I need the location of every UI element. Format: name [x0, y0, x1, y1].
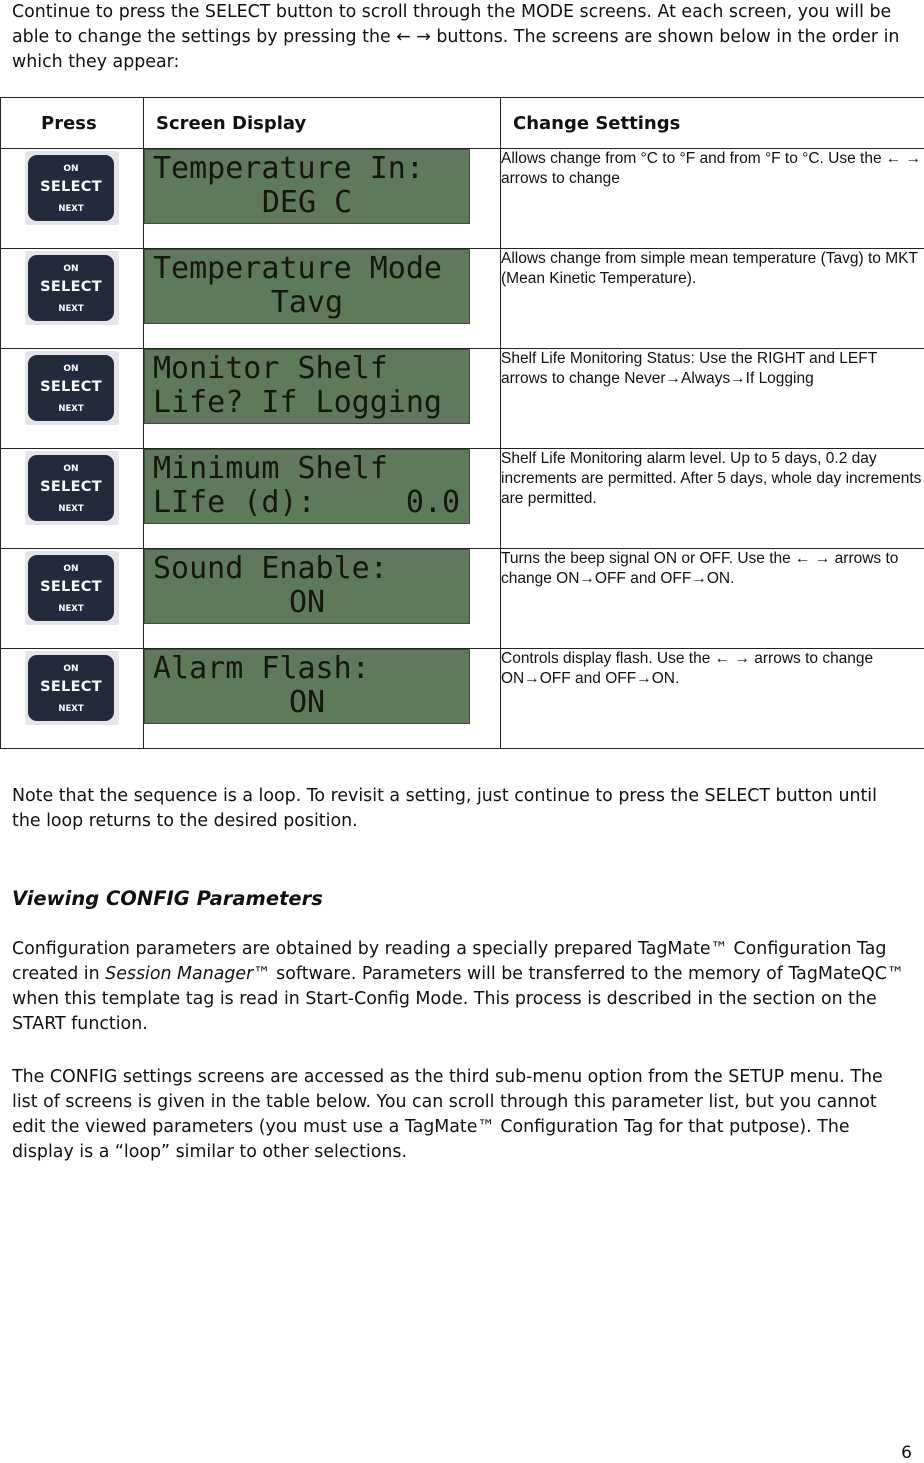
press-cell	[1, 249, 144, 349]
screen-cell	[144, 249, 501, 349]
screen-cell	[144, 649, 501, 749]
select-button-image	[25, 251, 119, 325]
table-row	[1, 649, 924, 749]
button-select-label: SELECT	[28, 579, 114, 595]
table-row	[1, 349, 924, 449]
select-button-image	[25, 351, 119, 425]
mode-screens-table	[0, 97, 924, 749]
lcd-screen	[144, 349, 470, 424]
change-settings-cell: Shelf Life Monitoring Status: Use the RIGHT and LEFT arrows to change Never→Always→If Logging	[501, 349, 924, 449]
lcd-line-1: Monitor Shelf	[153, 352, 469, 386]
press-cell	[1, 349, 144, 449]
button-on-label: ON	[28, 564, 114, 574]
lcd-line-1: Alarm Flash:	[153, 652, 469, 686]
lcd-line-2: LIfe (d): 0.0	[153, 486, 469, 520]
button-select-label: SELECT	[28, 379, 114, 395]
select-button-image	[25, 651, 119, 725]
header-screen-display: Screen Display	[144, 98, 501, 149]
table-row	[1, 249, 924, 349]
press-cell	[1, 549, 144, 649]
lcd-line-2: Tavg	[153, 286, 469, 320]
config-paragraph-2: The CONFIG settings screens are accessed as the third sub-menu option from the SETUP menu. The list of screens is given in the table below. You can scroll through this parameter list, but you cannot edit the viewed parameters (you must use a TagMate™ Configuration Tag for that putpose). The display is a “loop” similar to other selections.	[12, 1065, 907, 1165]
button-on-label: ON	[28, 464, 114, 474]
screen-cell	[144, 349, 501, 449]
screen-cell	[144, 449, 501, 549]
table-row	[1, 549, 924, 649]
change-settings-cell: Allows change from simple mean temperature (Tavg) to MKT (Mean Kinetic Temperature).	[501, 249, 924, 349]
lcd-screen	[144, 649, 470, 724]
screen-cell	[144, 149, 501, 249]
lcd-line-1: Minimum Shelf	[153, 452, 469, 486]
select-button-image	[25, 151, 119, 225]
lcd-line-1: Temperature In:	[153, 152, 469, 186]
change-settings-cell: Shelf Life Monitoring alarm level. Up to 5 days, 0.2 day increments are permitted. After 5 days, whole day increments are permitted.	[501, 449, 924, 549]
button-select-label: SELECT	[28, 179, 114, 195]
table-row	[1, 149, 924, 249]
press-cell	[1, 149, 144, 249]
lcd-screen	[144, 149, 470, 224]
button-next-label: NEXT	[28, 504, 114, 514]
change-settings-cell: Controls display flash. Use the ← → arrows to change ON→OFF and OFF→ON.	[501, 649, 924, 749]
lcd-screen	[144, 449, 470, 524]
config-p1-text-a: Configuration parameters are obtained by reading a specially prepared TagMate™ Configuration Tag created in	[12, 939, 886, 984]
lcd-line-1: Temperature Mode	[153, 252, 469, 286]
button-on-label: ON	[28, 364, 114, 374]
press-cell	[1, 449, 144, 549]
press-cell	[1, 649, 144, 749]
lcd-line-2: DEG C	[153, 186, 469, 220]
header-change-settings: Change Settings	[501, 98, 924, 149]
button-select-label: SELECT	[28, 479, 114, 495]
button-next-label: NEXT	[28, 404, 114, 414]
button-select-label: SELECT	[28, 679, 114, 695]
button-next-label: NEXT	[28, 204, 114, 214]
select-button-image	[25, 551, 119, 625]
button-next-label: NEXT	[28, 604, 114, 614]
change-settings-cell: Turns the beep signal ON or OFF. Use the ← → arrows to change ON→OFF and OFF→ON.	[501, 549, 924, 649]
lcd-line-2: Life? If Logging	[153, 386, 469, 420]
lcd-line-2: ON	[153, 686, 469, 720]
lcd-screen	[144, 549, 470, 624]
button-select-label: SELECT	[28, 279, 114, 295]
table-header-row	[1, 98, 924, 149]
intro-paragraph: Continue to press the SELECT button to scroll through the MODE screens. At each screen, you will be able to change the settings by pressing the ← → buttons. The screens are shown below in the order in which they appear:	[12, 0, 907, 75]
lcd-line-2: ON	[153, 586, 469, 620]
config-section-heading: Viewing CONFIG Parameters	[12, 887, 323, 910]
change-settings-cell: Allows change from °C to °F and from °F to °C. Use the ← → arrows to change	[501, 149, 924, 249]
header-press: Press	[1, 98, 144, 149]
button-on-label: ON	[28, 164, 114, 174]
config-paragraph-1	[12, 937, 907, 1037]
select-button-image	[25, 451, 119, 525]
config-p1-text-b: software. Parameters will be transferred to the memory of TagMateQC™ when this template tag is read in Start-Config Mode. This process is described in the section on the START function.	[12, 964, 904, 1034]
page-number: 6	[901, 1443, 912, 1463]
lcd-screen	[144, 249, 470, 324]
session-manager-emphasis: Session Manager™	[105, 964, 271, 984]
button-on-label: ON	[28, 664, 114, 674]
button-on-label: ON	[28, 264, 114, 274]
button-next-label: NEXT	[28, 704, 114, 714]
loop-note-paragraph: Note that the sequence is a loop. To revisit a setting, just continue to press the SELECT button until the loop returns to the desired position.	[12, 784, 907, 834]
table-row	[1, 449, 924, 549]
button-next-label: NEXT	[28, 304, 114, 314]
lcd-line-1: Sound Enable:	[153, 552, 469, 586]
screen-cell	[144, 549, 501, 649]
